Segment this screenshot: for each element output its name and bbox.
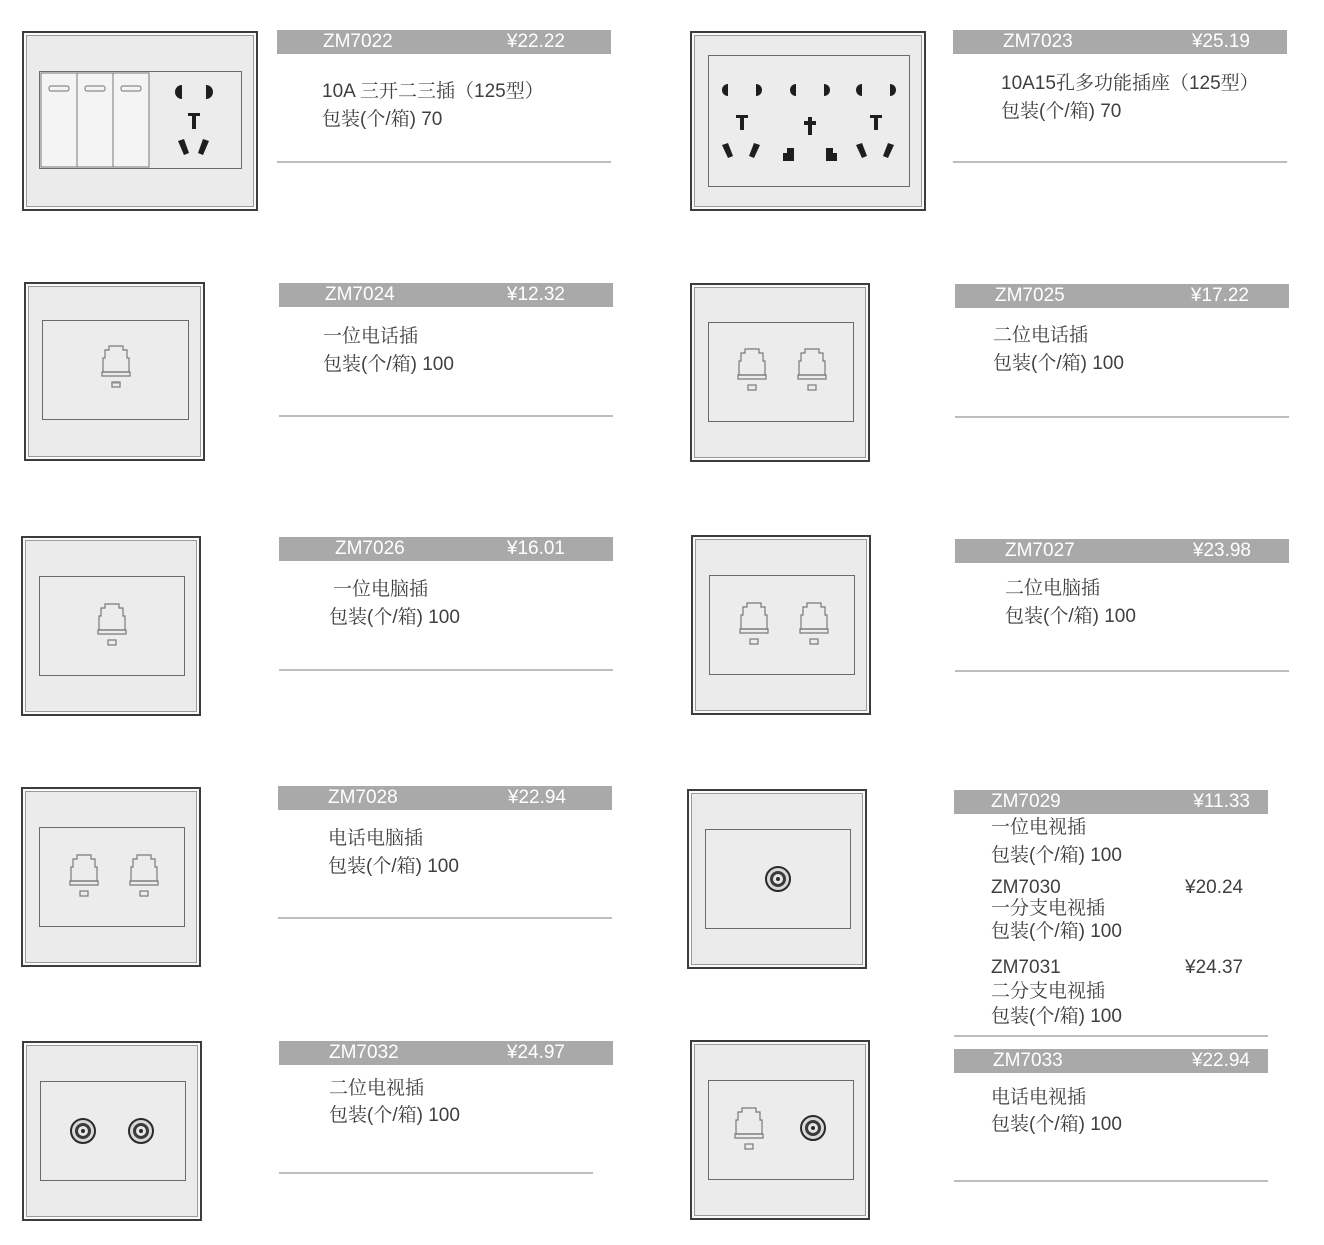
product-image-zm7033 (690, 1040, 870, 1220)
product-pack: 包装(个/箱) 70 (322, 109, 443, 130)
product-code: ZM7022 (323, 31, 393, 52)
product-pack: 包装(个/箱) 100 (991, 1114, 1122, 1135)
product-header-bar (279, 283, 613, 307)
product-pack: 包装(个/箱) 100 (993, 353, 1124, 374)
divider (953, 161, 1287, 163)
product-name: 一位电脑插 (333, 579, 429, 600)
product-image-zm7023 (690, 31, 926, 211)
product-name: 二位电脑插 (1005, 578, 1101, 599)
product-pack: 包装(个/箱) 100 (1005, 606, 1136, 627)
product-image-zm7025 (690, 283, 870, 462)
product-pack: 包装(个/箱) 100 (329, 607, 460, 628)
variant-pack: 包装(个/箱) 100 (991, 921, 1122, 942)
product-info-zm7032 (279, 1041, 613, 1175)
product-code: ZM7025 (995, 285, 1065, 306)
divider (277, 161, 611, 163)
product-header-bar (279, 1041, 613, 1065)
product-name: 电话电视插 (991, 1087, 1087, 1108)
product-header-bar (955, 284, 1289, 308)
tv-jack-icon (24, 1043, 204, 1223)
divider (954, 1035, 1268, 1037)
product-code: ZM7028 (328, 787, 398, 808)
product-image-zm7026 (21, 536, 201, 716)
product-code: ZM7033 (993, 1050, 1063, 1071)
product-name: 电话电脑插 (328, 828, 424, 849)
product-image-zm7022 (22, 31, 258, 211)
product-image-zm7027 (691, 535, 871, 715)
product-header-bar (954, 790, 1268, 814)
product-header-bar (955, 539, 1289, 563)
product-name: 二位电话插 (993, 325, 1089, 346)
product-pack: 包装(个/箱) 100 (328, 856, 459, 877)
product-info-zm7023 (953, 30, 1287, 164)
product-info-zm7024 (279, 283, 613, 417)
product-name: 一位电话插 (323, 326, 419, 347)
switch-socket-icon (24, 33, 260, 213)
divider (279, 1172, 593, 1174)
product-info-zm7022 (277, 30, 611, 164)
product-price: ¥17.22 (1190, 285, 1249, 306)
tv-jack-icon (689, 791, 869, 971)
product-pack: 包装(个/箱) 70 (1001, 101, 1122, 122)
product-pack: 包装(个/箱) 100 (329, 1105, 460, 1126)
product-header-bar (279, 537, 613, 561)
divider (279, 669, 613, 671)
divider (279, 415, 613, 417)
product-header-bar (953, 30, 1287, 54)
divider (955, 670, 1289, 672)
product-code: ZM7032 (329, 1042, 399, 1063)
product-name: 10A15孔多功能插座（125型） (1001, 73, 1259, 94)
product-info-zm7028 (278, 786, 612, 920)
product-image-zm7032 (22, 1041, 202, 1221)
phone-jack-icon (692, 285, 872, 464)
product-header-bar (278, 786, 612, 810)
product-image-zm7029 (687, 789, 867, 969)
product-price: ¥22.94 (1191, 1050, 1250, 1071)
product-name: 10A 三开二三插（125型） (322, 81, 544, 102)
product-header-bar (277, 30, 611, 54)
product-code: ZM7029 (991, 791, 1061, 812)
product-name: 二位电视插 (329, 1078, 425, 1099)
product-price: ¥11.33 (1193, 791, 1250, 812)
variant-code: ZM7031 (991, 957, 1061, 978)
variant-code: ZM7030 (991, 877, 1061, 898)
product-image-zm7024 (24, 282, 205, 461)
product-image-zm7028 (21, 787, 201, 967)
computer-jack-icon (693, 537, 873, 717)
variant-pack: 包装(个/箱) 100 (991, 1006, 1122, 1027)
divider (278, 917, 612, 919)
product-price: ¥24.97 (506, 1042, 565, 1063)
variant-price: ¥24.37 (1185, 957, 1244, 978)
product-code: ZM7023 (1003, 31, 1073, 52)
product-price: ¥22.22 (506, 31, 565, 52)
product-info-zm7027 (955, 539, 1289, 673)
product-price: ¥22.94 (507, 787, 566, 808)
variant-name: 二分支电视插 (991, 981, 1106, 1002)
product-info-zm7029 (954, 790, 1268, 1040)
product-price: ¥23.98 (1192, 540, 1251, 561)
product-header-bar (954, 1049, 1268, 1073)
product-price: ¥12.32 (506, 284, 565, 305)
divider (955, 416, 1289, 418)
variant-price: ¥20.24 (1185, 877, 1244, 898)
product-price: ¥16.01 (506, 538, 565, 559)
product-info-zm7026 (279, 537, 613, 671)
product-price: ¥25.19 (1191, 31, 1250, 52)
product-name: 一位电视插 (991, 817, 1087, 838)
product-code: ZM7027 (1005, 540, 1075, 561)
divider (954, 1180, 1268, 1182)
phone-jack-icon (26, 284, 207, 463)
variant-name: 一分支电视插 (991, 898, 1106, 919)
product-info-zm7025 (955, 284, 1289, 418)
product-pack: 包装(个/箱) 100 (991, 845, 1122, 866)
multi-socket-icon (692, 33, 928, 213)
product-code: ZM7026 (335, 538, 405, 559)
phone-tv-jack-icon (692, 1042, 872, 1222)
computer-jack-icon (23, 538, 203, 718)
product-pack: 包装(个/箱) 100 (323, 354, 454, 375)
phone-computer-jack-icon (23, 789, 203, 969)
product-code: ZM7024 (325, 284, 395, 305)
product-info-zm7033 (954, 1049, 1268, 1183)
